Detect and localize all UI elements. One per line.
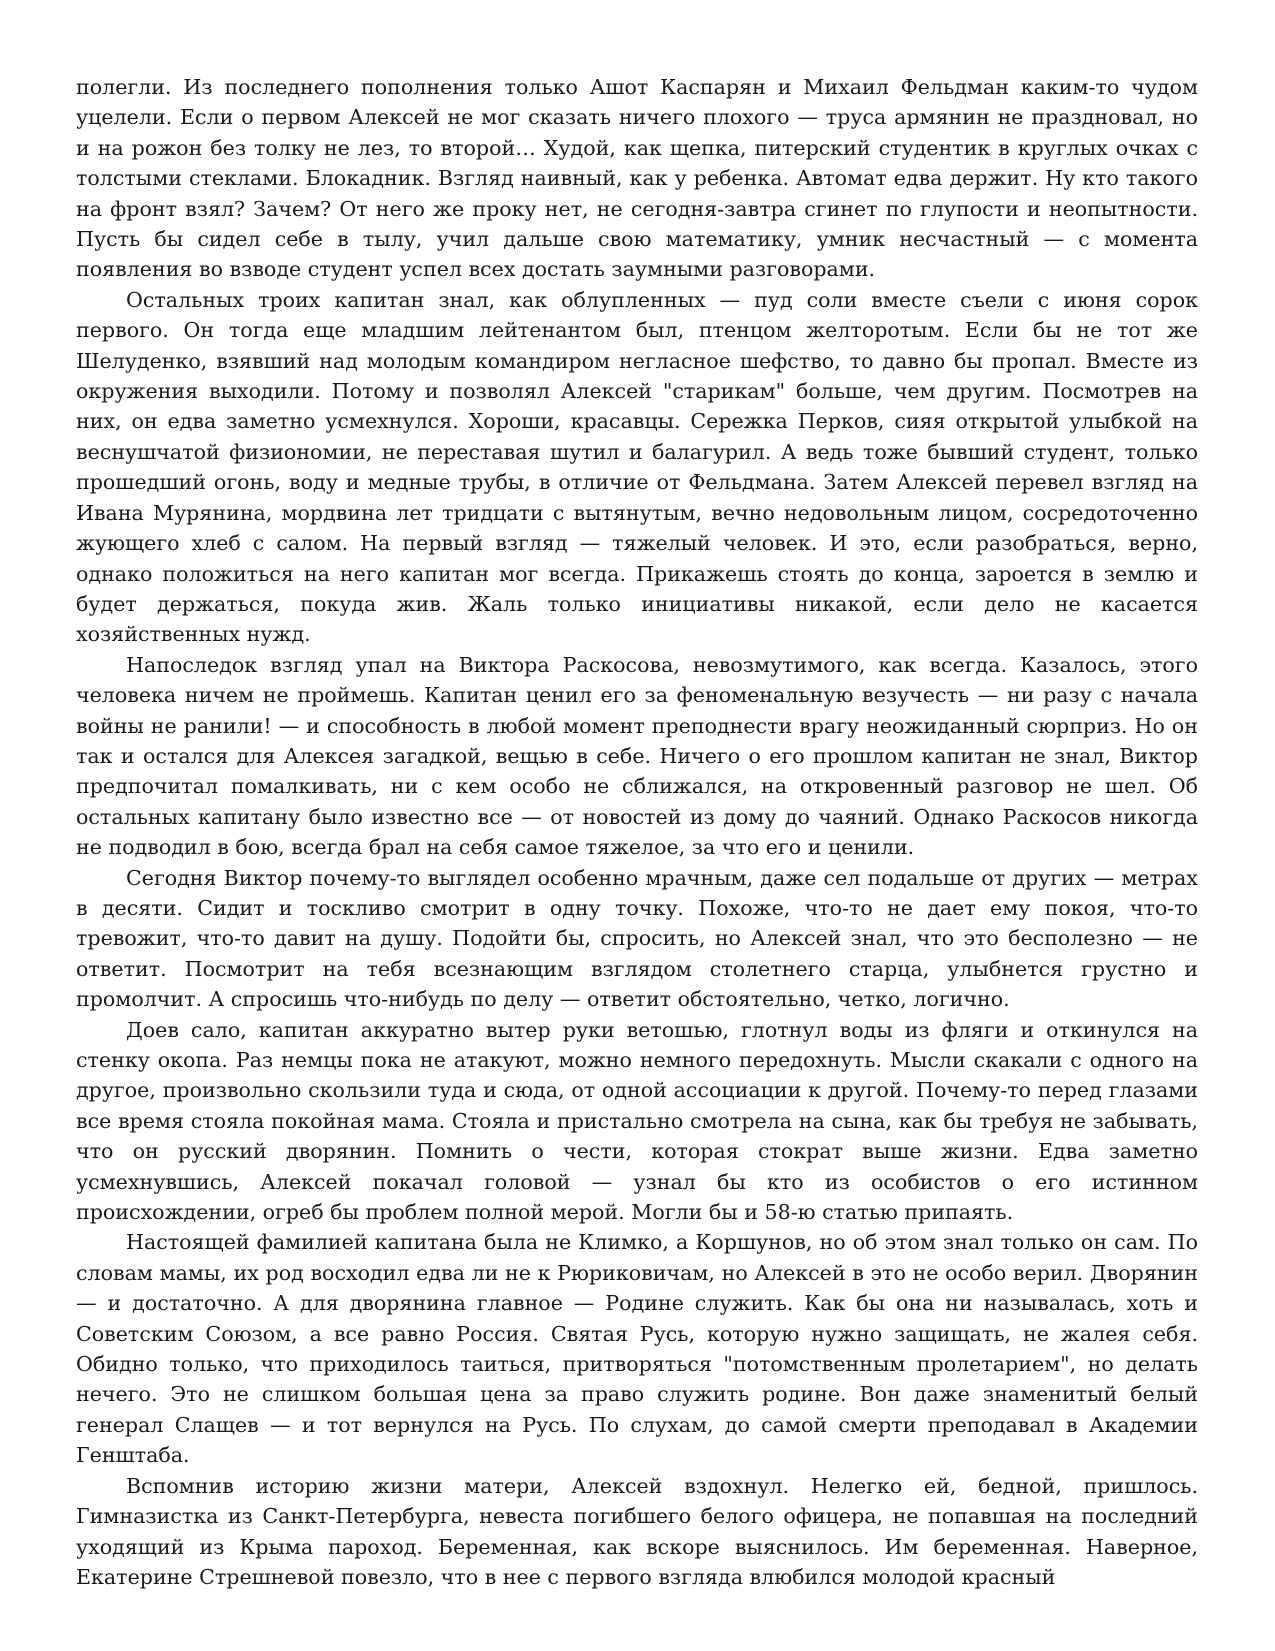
paragraph-1: полегли. Из последнего пополнения только Ашот Каспарян и Михаил Фельдман каким-то чудом уцелели. Если о первом Алексей не мог сказать ничего плохого — труса армянин не праздновал, но и на рожон без толку не лез, то второй… Худой, как щепка, питерский студентик в круглых очках с толстыми стеклами. Блокадник. Взгляд наивный, как у ребенка. Автомат едва держит. Ну кто такого на фронт взял? Зачем? От него же проку нет, не сегодня-завтра сгинет по глупости и неопытности. Пусть бы сидел себе в тылу, учил дальше свою математику, умник несчастный — с момента появления во взводе студент успел всех достать заумными разговорами. (76, 75, 1198, 282)
paragraph-6: Настоящей фамилией капитана была не Климко, а Коршунов, но об этом знал только он сам. По словам мамы, их род восходил едва ли не к Рюриковичам, но Алексей в это не особо верил. Дворянин — и достаточно. А для дворянина главное — Родине служить. Как бы она ни называлась, хоть и Советским Союзом, а все равно Россия. Святая Русь, которую нужно защищать, не жалея себя. Обидно только, что приходилось таиться, притворяться "потомственным пролетарием", но делать нечего. Это не слишком большая цена за право служить родине. Вон даже знаменитый белый генерал Слащев — и тот вернулся на Русь. По слухам, до самой смерти преподавал в Академии Генштаба. (76, 1230, 1198, 1468)
paragraph-3: Напоследок взгляд упал на Виктора Раскосова, невозмутимого, как всегда. Казалось, этого человека ничем не проймешь. Капитан ценил его за феноменальную везучесть — ни разу с начала войны не ранили! — и способность в любой момент преподнести врагу неожиданный сюрприз. Но он так и остался для Алексея загадкой, вещью в себе. Ничего о его прошлом капитан не знал, Виктор предпочитал помалкивать, ни с кем особо не сближался, на откровенный разговор не шел. Об остальных капитану было известно все — от новостей из дому до чаяний. Однако Раскосов никогда не подводил в бою, всегда брал на себя самое тяжелое, за что его и ценили. (76, 652, 1198, 860)
paragraph-7: Вспомнив историю жизни матери, Алексей вздохнул. Нелегко ей, бедной, пришлось. Гимназистка из Санкт-Петербурга, невеста погибшего белого офицера, не попавшая на последний уходящий из Крыма пароход. Беременная, как вскоре выяснилось. Им беременная. Наверное, Екатерине Стрешневой повезло, что в нее с первого взгляда влюбился молодой красный (76, 1473, 1198, 1589)
paragraph-2: Остальных троих капитан знал, как облупленных — пуд соли вместе съели с июня сорок первого. Он тогда еще младшим лейтенантом был, птенцом желторотым. Если бы не тот же Шелуденко, взявший над молодым командиром негласное шефство, то давно бы пропал. Вместе из окружения выходили. Потому и позволял Алексей "старикам" больше, чем другим. Посмотрев на них, он едва заметно усмехнулся. Хороши, красавцы. Сережка Перков, сияя открытой улыбкой на веснушчатой физиономии, не переставая шутил и балагурил. А ведь тоже бывший студент, только прошедший огонь, воду и медные трубы, в отличие от Фельдмана. Затем Алексей перевел взгляд на Ивана Мурянина, мордвина лет тридцати с вытянутым, вечно недовольным лицом, сосредоточенно жующего хлеб с салом. На первый взгляд — тяжелый человек. И это, если разобраться, верно, однако положиться на него капитан мог всегда. Прикажешь стоять до конца, зароется в землю и будет держаться, покуда жив. Жаль только инициативы никакой, если дело не касается хозяйственных нужд. (76, 287, 1198, 647)
document-page (76, 72, 1198, 1592)
paragraph-4: Сегодня Виктор почему-то выглядел особенно мрачным, даже сел подальше от других — метрах в десяти. Сидит и тоскливо смотрит в одну точку. Похоже, что-то не дает ему покоя, что-то тревожит, что-то давит на душу. Подойти бы, спросить, но Алексей знал, что это бесполезно — не ответит. Посмотрит на тебя всезнающим взглядом столетнего старца, улыбнется грустно и промолчит. А спросишь что-нибудь по делу — ответит обстоятельно, четко, логично. (76, 865, 1198, 1012)
paragraph-5: Доев сало, капитан аккуратно вытер руки ветошью, глотнул воды из фляги и откинулся на стенку окопа. Раз немцы пока не атакуют, можно немного передохнуть. Мысли скакали с одного на другое, произвольно скользили туда и сюда, от одной ассоциации к другой. Почему-то перед глазами все время стояла покойная мама. Стояла и пристально смотрела на сына, как бы требуя не забывать, что он русский дворянин. Помнить о чести, которая стократ выше жизни. Едва заметно усмехнувшись, Алексей покачал головой — узнал бы кто из особистов о его истинном происхождении, огреб бы проблем полной мерой. Могли бы и 58-ю статью припаять. (76, 1017, 1198, 1225)
